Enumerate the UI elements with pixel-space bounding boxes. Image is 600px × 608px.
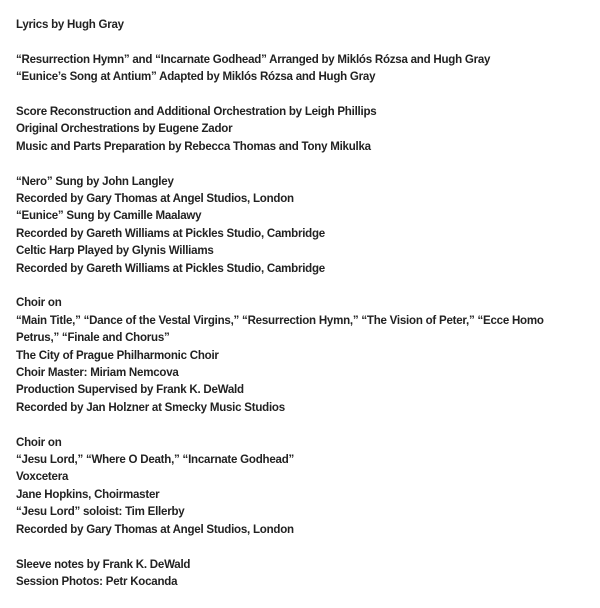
credit-line: “Eunice” Sung by Camille Maalawy: [16, 208, 202, 223]
credit-line: Session Photos: Petr Kocanda: [16, 573, 178, 588]
credit-line: Score Reconstruction and Additional Orchestration by Leigh Phillips: [16, 104, 377, 118]
credit-line: Lyrics by Hugh Gray: [16, 17, 124, 31]
credits-group-arrangements: [16, 51, 546, 86]
credit-line: Choir Master: Miriam Nemcova: [16, 365, 179, 380]
credit-line: “Jesu Lord,” “Where O Death,” “Incarnate Godhead”: [16, 452, 295, 467]
credit-line: Recorded by Gary Thomas at Angel Studios, London: [16, 521, 294, 536]
credit-line: Recorded by Gareth Williams at Pickles Studio, Cambridge: [16, 260, 325, 275]
credit-line: Celtic Harp Played by Glynis Williams: [16, 243, 214, 258]
credits-group-soloists: [16, 173, 546, 277]
credits-group-orchestration: [16, 103, 546, 155]
credit-line: “Eunice’s Song at Antium” Adapted by Miklós Rózsa and Hugh Gray: [16, 69, 376, 84]
credit-line: Music and Parts Preparation by Rebecca Thomas and Tony Mikulka: [16, 138, 371, 153]
credit-line: Production Supervised by Frank K. DeWald: [16, 382, 244, 397]
credits-group-lyrics: [16, 16, 546, 33]
credit-line: Recorded by Gareth Williams at Pickles Studio, Cambridge: [16, 225, 325, 240]
credit-line: Voxcetera: [16, 469, 69, 484]
credit-line: The City of Prague Philharmonic Choir: [16, 347, 219, 362]
credit-line: Choir on: [16, 295, 62, 310]
credit-line: Choir on: [16, 434, 62, 449]
credit-line: “Jesu Lord” soloist: Tim Ellerby: [16, 504, 185, 519]
credits-text: [16, 16, 546, 608]
credit-line: Original Orchestrations by Eugene Zador: [16, 121, 233, 136]
credit-line: Sleeve notes by Frank K. DeWald: [16, 556, 191, 571]
credit-line: “Nero” Sung by John Langley: [16, 173, 174, 188]
credit-line: Recorded by Gary Thomas at Angel Studios, London: [16, 191, 294, 206]
credits-group-notes-photos: [16, 556, 546, 591]
credit-line: “Main Title,” “Dance of the Vestal Virgins,” “Resurrection Hymn,” “The Vision of Peter,” “Ecce Homo Petrus,” “Finale and Chorus”: [16, 312, 544, 345]
credits-group-voxcetera: [16, 434, 546, 538]
credits-group-prague-choir: [16, 294, 546, 416]
credit-line: Recorded by Jan Holzner at Smecky Music Studios: [16, 399, 285, 414]
credit-line: Jane Hopkins, Choirmaster: [16, 486, 160, 501]
credit-line: “Resurrection Hymn” and “Incarnate Godhead” Arranged by Miklós Rózsa and Hugh Gray: [16, 51, 491, 66]
